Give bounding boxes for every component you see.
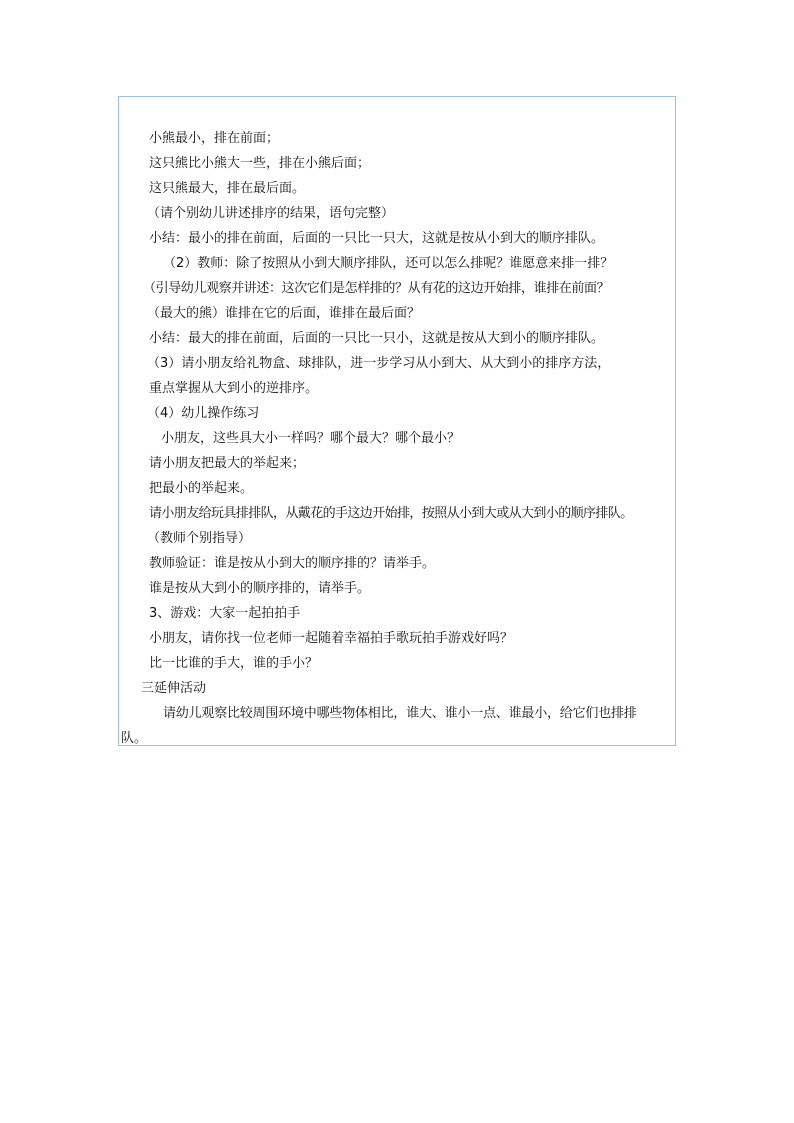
text-line: 小朋友，这些具大小一样吗？哪个最大？哪个最小？: [161, 431, 461, 446]
text-line: 把最小的举起来。: [149, 481, 254, 496]
text-line: （请个别幼儿讲述排序的结果，语句完整）: [147, 206, 395, 221]
text-line: 教师验证：谁是按从小到大的顺序排的？请举手。: [149, 556, 436, 571]
text-line: 这只熊最大，排在最后面。: [149, 181, 306, 196]
text-line: 比一比谁的手大，谁的手小？: [149, 656, 319, 671]
text-line: 3、游戏：大家一起拍拍手: [149, 606, 301, 621]
text-line: 小结：最大的排在前面，后面的一只比一只小，这就是按从大到小的顺序排队。: [149, 331, 605, 346]
text-line: 小结：最小的排在前面，后面的一只比一只大，这就是按从小到大的顺序排队。: [149, 231, 605, 246]
text-line: 重点掌握从大到小的逆排序。: [149, 381, 319, 396]
text-line: 请幼儿观察比较周围环境中哪些物体相比，谁大、谁小一点、谁最小，给它们也排排: [163, 706, 637, 721]
section-heading: 三延伸活动: [141, 681, 207, 696]
text-line: 小朋友，请你找一位老师一起随着幸福拍手歌玩拍手游戏好吗？: [149, 631, 514, 646]
text-line: （教师个别指导）: [147, 531, 252, 546]
text-line: 队。: [121, 731, 148, 746]
text-line: （引导幼儿观察并讲述：这次它们是怎样排的？从有花的这边开始排，谁排在前面？: [143, 281, 610, 296]
document-text-box: [118, 96, 676, 746]
text-line: （2）教师：除了按照从小到大顺序排队，还可以怎么排呢？谁愿意来排一排？: [163, 256, 614, 271]
text-line: （最大的熊）谁排在它的后面，谁排在最后面？: [147, 306, 421, 321]
text-line: 这只熊比小熊大一些，排在小熊后面；: [149, 156, 371, 171]
text-line: 小熊最小，排在前面；: [149, 131, 280, 146]
text-line: （3）请小朋友给礼物盒、球排队，进一步学习从小到大、从大到小的排序方法，: [147, 356, 611, 371]
text-line: 请小朋友给玩具排排队，从戴花的手这边开始排，按照从小到大或从大到小的顺序排队。: [149, 506, 633, 521]
text-line: 谁是按从大到小的顺序排的，请举手。: [149, 581, 371, 596]
text-line: 请小朋友把最大的举起来；: [149, 456, 306, 471]
text-line: （4）幼儿操作练习: [147, 406, 260, 421]
